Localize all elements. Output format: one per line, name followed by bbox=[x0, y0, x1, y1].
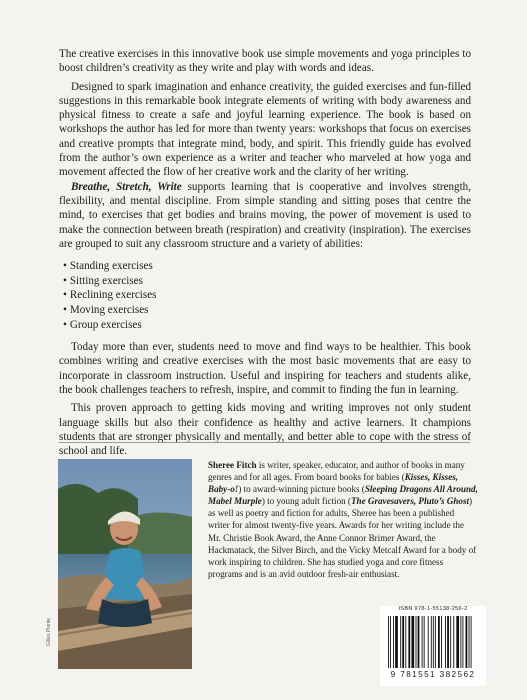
list-item: • Standing exercises bbox=[63, 259, 471, 274]
barcode-bar bbox=[390, 616, 391, 668]
list-item: • Group exercises bbox=[63, 318, 471, 333]
barcode-bar bbox=[469, 616, 470, 668]
bio-title: Kisses, Kisses, Baby-o! bbox=[208, 472, 459, 495]
intro-paragraph: The creative exercises in this innovative book use simple movements and yoga principles to boost children’s creativity as they write and play with words and ideas. bbox=[59, 48, 471, 75]
list-item: • Reclining exercises bbox=[63, 288, 471, 303]
bio-text: is writer, speaker, educator, and author of books in many genres and for all ages. From board books for babies ( bbox=[208, 460, 465, 483]
bio-title: The Gravesavers, Pluto’s Ghost bbox=[350, 496, 470, 507]
barcode-bar bbox=[428, 616, 429, 668]
bio-text: ) to award-winning picture books ( bbox=[238, 484, 365, 495]
barcode-bar bbox=[424, 616, 425, 668]
barcode-bar bbox=[462, 616, 463, 668]
author-bio bbox=[208, 459, 478, 580]
author-photo-image bbox=[58, 459, 192, 669]
list-item: • Moving exercises bbox=[63, 303, 471, 318]
divider bbox=[59, 442, 470, 443]
barcode-bar bbox=[453, 616, 454, 668]
barcode-bar bbox=[456, 616, 459, 668]
book-title: Breathe, Stretch, Write bbox=[71, 180, 182, 193]
exercise-list bbox=[59, 259, 471, 332]
isbn-label: ISBN 978-1-55138-256-2 bbox=[398, 606, 468, 612]
bio-text: ) to young adult fiction ( bbox=[261, 496, 351, 507]
author-name: Sheree Fitch bbox=[208, 460, 257, 470]
barcode-bar bbox=[400, 616, 401, 668]
barcode-bars bbox=[388, 616, 480, 668]
barcode-bar bbox=[402, 616, 404, 668]
barcode-bar bbox=[438, 616, 440, 668]
author-photo bbox=[58, 459, 192, 669]
barcode-bar bbox=[393, 616, 394, 668]
proven-paragraph: This proven approach to getting kids moving and writing improves not only student language skills but also their confidence as healthy and active learners. It champions students that are stronger physically and mentally, and better able to cope with the stress of school and life. bbox=[59, 402, 471, 458]
description-text bbox=[59, 47, 471, 459]
bio-paragraph bbox=[208, 459, 478, 580]
barcode-bar bbox=[435, 616, 436, 668]
barcode-bar bbox=[422, 616, 423, 668]
barcode-bar bbox=[416, 616, 417, 668]
barcode-bar bbox=[411, 616, 414, 668]
barcode-bar bbox=[388, 616, 389, 668]
list-item: • Sitting exercises bbox=[63, 274, 471, 289]
barcode-bar bbox=[395, 616, 398, 668]
barcode-bar bbox=[460, 616, 461, 668]
bio-title: Sleeping Dragons All Around, Mabel Murple bbox=[208, 484, 478, 507]
barcode-bar bbox=[433, 616, 434, 668]
barcode-bar bbox=[431, 616, 432, 668]
barcode-bar bbox=[405, 616, 406, 668]
approach-paragraph bbox=[59, 180, 471, 251]
bio-text: ) as well as poetry and fiction for adults, Sheree has been a published writer for almost twenty-five years. Awards for her writing include the Mr. Christie Book Award, the Anne Connor Brimer Award, the Hackmatack, the Silver Birch, and the Vicky Metcalf Award for a body of work inspiring to children. She has studied yoga and core fitness programs and is an avid outdoor fresh-air enthusiast. bbox=[208, 496, 477, 579]
barcode-bar bbox=[450, 616, 451, 668]
photo-credit: Gilles Plante bbox=[46, 617, 52, 646]
barcode-bar bbox=[466, 616, 468, 668]
design-paragraph: Designed to spark imagination and enhance creativity, the guided exercises and fun-filled suggestions in this remarkable book integrate elements of writing with body awareness and physical fitness to create a safe and joyful learning experience. The book is based on workshops the author has led for more than twenty years: workshops that focus on exercises and creative prompts that integrate mind, body, and spirit. This friendly guide has evolved from the author’s own experience as a writer and teacher who marveled at how yoga and movement affected the flow of her creative work and the clarity of her writing. bbox=[59, 80, 471, 179]
barcode-bar bbox=[447, 616, 449, 668]
barcode-bar bbox=[408, 616, 410, 668]
barcode-bar bbox=[471, 616, 472, 668]
approach-text: supports learning that is cooperative and involves strength, flexibility, and mental discipline. From simple standing and sitting poses that centre the mind, to exercises that get bodies and brains moving, the power of movement is used to make the connection between breath (respiration) and creativity (inspiration). The exercises are grouped to suit any classroom structure and a variety of abilities: bbox=[59, 180, 471, 250]
barcode-bar bbox=[441, 616, 442, 668]
today-paragraph: Today more than ever, students need to move and find ways to be healthier. This book combines writing and creative exercises with the most basic movements that are easy to incorporate in classroom instruction. Useful and inspiring for teachers and students alike, the book challenges teachers to refresh, inspire, and commit to finding the fun in learning. bbox=[59, 341, 471, 397]
barcode-number: 9 781551 382562 bbox=[390, 670, 476, 679]
barcode bbox=[380, 606, 486, 686]
barcode-bar bbox=[445, 616, 446, 668]
barcode-bar bbox=[418, 616, 420, 668]
